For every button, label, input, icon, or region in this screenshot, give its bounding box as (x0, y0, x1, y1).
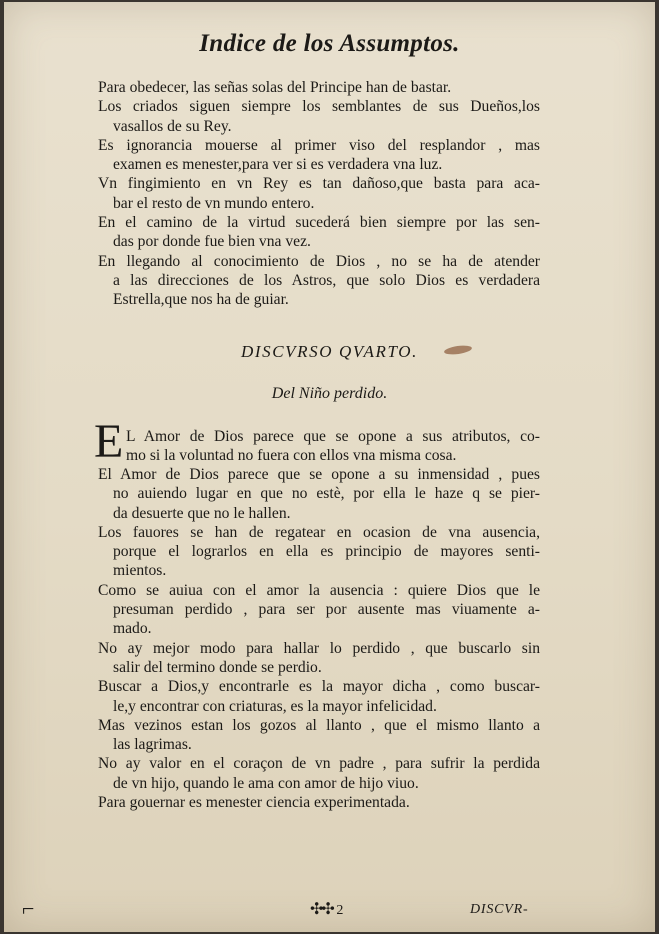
entry-line: No ay mejor modo para hallar lo perdido , que buscarlo sin (98, 639, 540, 657)
entry-line: no auiendo lugar en que no estè, por ella le haze q se pier- (113, 485, 540, 503)
first-entry (126, 427, 540, 466)
fleuron-icon: ✣✣ (310, 901, 333, 918)
entry-line: salir del termino donde se perdio. (113, 658, 322, 676)
entry-line: a las direcciones de los Astros, que solo Dios es verdadera (113, 271, 540, 289)
index-entry (98, 97, 540, 136)
index-entry (98, 677, 540, 716)
entry-line: Los fauores se han de regatear en ocasion de vna ausencia, (98, 523, 540, 541)
entry-line: No ay valor en el coraçon de vn padre , para sufrir la perdida (98, 755, 540, 773)
index-entry (98, 639, 540, 678)
index-entry (98, 716, 540, 755)
entry-line: Vn fingimiento en vn Rey es tan dañoso,que basta para aca- (98, 175, 540, 193)
entry-line: bar el resto de vn mundo entero. (113, 194, 315, 212)
index-entry (98, 754, 540, 793)
index-entry (98, 793, 540, 812)
entry-line: le,y encontrar con criaturas, es la mayor infelicidad. (113, 697, 437, 715)
drop-cap: E (94, 415, 124, 468)
entry-line: das por donde fue bien vna vez. (113, 233, 311, 251)
entry-line: examen es menester,para ver si es verdadera vna luz. (113, 156, 443, 174)
book-page (4, 2, 655, 932)
index-entry (98, 465, 540, 523)
entry-line: de vn hijo, quando le ama con amor de hijo viuo. (113, 774, 419, 792)
signature-number: 2 (336, 903, 344, 918)
entry-line: Estrella,que nos ha de guiar. (113, 291, 289, 309)
catchword: DISCVR- (470, 902, 529, 917)
section-title: DISCVRSO QVARTO. (240, 342, 418, 361)
entry-line: Para gouernar es menester ciencia experimentada. (98, 794, 410, 812)
entry-line: Es ignorancia mouerse al primer viso del resplandor , mas (98, 136, 540, 154)
index-entry (98, 213, 540, 252)
index-entry (98, 136, 540, 175)
page-footer (4, 896, 655, 923)
entry-line: presuman perdido , para ser por ausente mas viuamente a- (113, 601, 540, 619)
entry-line: Mas vezinos estan los gozos al llanto , que el mismo llanto a (98, 716, 540, 734)
index-entry (98, 523, 540, 581)
signature-mark (310, 899, 343, 919)
entry-line: vasallos de su Rey. (113, 117, 232, 135)
index-entry (98, 78, 540, 97)
entry-line: El Amor de Dios parece que se opone a su inmensidad , pues (98, 466, 540, 483)
entry-line: da desuerte que no le hallen. (113, 504, 291, 522)
entry-line: mo si la voluntad no fuera con ellos vna misma cosa. (126, 447, 457, 465)
entry-line: Los criados siguen siempre los semblantes de sus Dueños,los (98, 98, 540, 116)
entry-line: En el camino de la virtud sucederá bien siempre por las sen- (98, 214, 540, 232)
index-entry (98, 581, 540, 639)
entry-line: las lagrimas. (113, 736, 192, 754)
entry-line: En llegando al conocimiento de Dios , no se ha de atender (98, 252, 540, 270)
entry-line: Buscar a Dios,y encontrarle es la mayor dicha , como buscar- (98, 678, 540, 696)
entry-line: Como se auiua con el amor la ausencia : quiere Dios que le (98, 581, 540, 599)
entry-line: porque el lograrlos en ella es principio de mayores senti- (113, 543, 540, 561)
entry-line: L Amor de Dios parece que se opone a sus atributos, co- (126, 428, 540, 445)
entry-line: Para obedecer, las señas solas del Principe han de bastar. (98, 79, 452, 96)
entries-top (98, 78, 540, 310)
entry-line: mientos. (113, 562, 167, 580)
index-entry (98, 252, 540, 310)
running-head: Indice de los Assumptos. (199, 30, 460, 57)
entries-bottom (98, 465, 540, 812)
index-entry (98, 174, 540, 213)
section-subtitle: Del Niño perdido. (271, 385, 388, 402)
corner-mark: ⌐ (22, 896, 35, 921)
entry-line: mado. (113, 620, 152, 638)
